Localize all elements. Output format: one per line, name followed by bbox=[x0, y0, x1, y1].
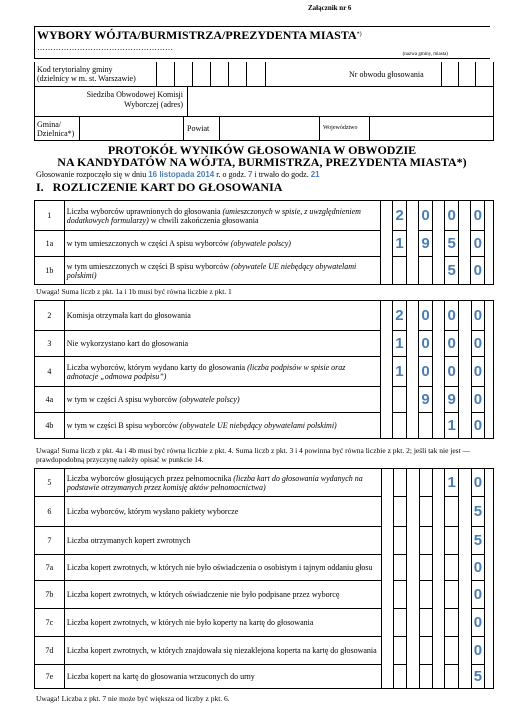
digit-gap bbox=[459, 527, 471, 555]
row-end bbox=[485, 581, 494, 609]
digit-gap bbox=[432, 581, 444, 609]
row-text: Liczba kopert zwrotnych, w których nie było oświadczenia o osobistym i tajnym oddaniu głosu bbox=[66, 563, 373, 572]
row-description bbox=[64, 469, 381, 497]
code-box-2[interactable] bbox=[174, 62, 193, 86]
row-number: 1b bbox=[35, 257, 65, 285]
digit-gap bbox=[432, 497, 444, 527]
row-end bbox=[485, 469, 494, 497]
digit-gap bbox=[432, 665, 444, 689]
protocol-title-line-1: PROTOKÓŁ WYNIKÓW GŁOSOWANIA W OBWODZIE bbox=[107, 143, 417, 157]
digit-gap bbox=[381, 665, 393, 689]
digit-gap bbox=[432, 231, 444, 257]
table-row bbox=[35, 665, 494, 689]
digit-gap bbox=[459, 555, 471, 581]
digit-box[interactable]: 1 bbox=[393, 357, 407, 387]
digit-gap bbox=[432, 469, 444, 497]
digit-gap bbox=[381, 637, 393, 665]
row-number: 2 bbox=[35, 301, 65, 331]
digit-box[interactable] bbox=[445, 527, 459, 555]
row-text: Komisja otrzymała kart do głosowania bbox=[66, 311, 191, 320]
election-title: WYBORY WÓJTA/BURMISTRZA/PREZYDENTA MIASTA bbox=[37, 28, 357, 42]
table-row bbox=[35, 387, 494, 413]
digit-gap bbox=[381, 581, 393, 609]
row-description bbox=[64, 257, 380, 285]
digit-box[interactable] bbox=[393, 387, 407, 413]
digit-gap bbox=[406, 257, 418, 285]
digit-box[interactable]: 0 bbox=[471, 609, 485, 637]
row-number: 7 bbox=[35, 527, 65, 555]
digit-gap bbox=[406, 331, 418, 357]
start-mid: r. o godz. bbox=[216, 170, 247, 179]
header-table bbox=[34, 26, 490, 59]
digit-box[interactable]: 0 bbox=[471, 357, 485, 387]
row-number: 4 bbox=[35, 357, 65, 387]
row-description bbox=[64, 581, 381, 609]
code-box-1[interactable] bbox=[156, 62, 175, 86]
note-2 bbox=[36, 446, 492, 464]
row-description bbox=[64, 301, 380, 331]
commission-seat-label: Siedziba Obwodowej Komisji bbox=[86, 90, 183, 99]
digit-gap bbox=[459, 257, 471, 285]
digit-box[interactable]: 5 bbox=[445, 231, 459, 257]
digit-box[interactable] bbox=[419, 257, 433, 285]
digit-gap bbox=[381, 527, 393, 555]
digit-box[interactable] bbox=[394, 527, 407, 555]
row-italic-note: (umieszczonych w spisie, z uwzględnieniem dodatkowych formularzy) bbox=[66, 206, 361, 225]
digit-box[interactable] bbox=[419, 609, 432, 637]
district-number-label: Nr obwodu głosowania bbox=[349, 70, 424, 79]
row-end bbox=[485, 637, 494, 665]
digit-box[interactable]: 0 bbox=[419, 331, 433, 357]
gmina-field[interactable] bbox=[79, 116, 184, 140]
row-end bbox=[485, 201, 494, 231]
group-2-table bbox=[34, 300, 494, 439]
digit-box[interactable]: 0 bbox=[445, 357, 459, 387]
digit-box[interactable]: 0 bbox=[471, 637, 485, 665]
digit-box[interactable]: 2 bbox=[393, 301, 407, 331]
digit-gap bbox=[380, 231, 392, 257]
digit-box[interactable] bbox=[419, 413, 433, 439]
digit-box[interactable]: 5 bbox=[471, 497, 485, 527]
digit-gap bbox=[432, 201, 444, 231]
table-row bbox=[35, 637, 494, 665]
digit-gap bbox=[381, 555, 393, 581]
row-end bbox=[485, 387, 494, 413]
digit-gap bbox=[432, 331, 444, 357]
digit-box[interactable] bbox=[445, 555, 459, 581]
digit-gap bbox=[380, 201, 392, 231]
row-text: Nie wykorzystano kart do głosowania bbox=[66, 339, 189, 348]
table-row bbox=[35, 257, 494, 285]
digit-gap bbox=[406, 413, 418, 439]
row-text: Liczba otrzymanych kopert zwrotnych bbox=[66, 536, 191, 545]
note-3 bbox=[36, 694, 230, 703]
digit-gap bbox=[380, 413, 392, 439]
row-description bbox=[64, 231, 380, 257]
section-number: I. bbox=[36, 180, 44, 194]
digit-box[interactable]: 0 bbox=[471, 555, 485, 581]
digit-gap bbox=[407, 609, 419, 637]
digit-box[interactable]: 0 bbox=[471, 331, 485, 357]
digit-gap bbox=[406, 357, 418, 387]
row-number: 7c bbox=[35, 609, 65, 637]
row-text: w tym w części B spisu wyborców bbox=[66, 421, 178, 430]
digit-box[interactable]: 0 bbox=[445, 201, 459, 231]
digit-gap bbox=[432, 555, 444, 581]
digit-gap bbox=[432, 257, 444, 285]
digit-box[interactable] bbox=[394, 469, 407, 497]
row-italic-note: (liczba kart do głosowania wydanych na podstawie otrzymanych przez komisję aktów pełnomocnictwa) bbox=[66, 473, 363, 492]
digit-gap bbox=[459, 469, 471, 497]
digit-gap bbox=[459, 301, 471, 331]
digit-box[interactable]: 9 bbox=[419, 231, 433, 257]
table-row bbox=[35, 413, 494, 439]
digit-gap bbox=[432, 527, 444, 555]
row-number: 1 bbox=[35, 201, 65, 231]
digit-box[interactable]: 1 bbox=[393, 231, 407, 257]
row-end bbox=[485, 609, 494, 637]
digit-box[interactable] bbox=[393, 413, 407, 439]
municipality-caption: (nazwa gminy, miasta) bbox=[402, 52, 448, 57]
code-box-3[interactable] bbox=[192, 62, 211, 86]
digit-box[interactable] bbox=[393, 257, 407, 285]
territorial-code-label: Kod terytorialny gminy bbox=[37, 65, 113, 74]
admin-row bbox=[34, 116, 494, 141]
digit-gap bbox=[459, 231, 471, 257]
table-row bbox=[35, 201, 494, 231]
digit-gap bbox=[406, 231, 418, 257]
divider bbox=[183, 116, 184, 140]
district-box-2[interactable] bbox=[458, 62, 476, 86]
digit-box[interactable]: 0 bbox=[471, 413, 485, 439]
digit-gap bbox=[381, 609, 393, 637]
digit-gap bbox=[406, 301, 418, 331]
digit-box[interactable] bbox=[445, 665, 459, 689]
digit-gap bbox=[459, 609, 471, 637]
digit-box[interactable]: 9 bbox=[419, 387, 433, 413]
digit-gap bbox=[459, 413, 471, 439]
digit-gap bbox=[381, 469, 393, 497]
digit-box[interactable]: 0 bbox=[445, 301, 459, 331]
digit-gap bbox=[406, 387, 418, 413]
commission-seat-sublabel: Wyborczej (adres) bbox=[124, 100, 183, 109]
digit-gap bbox=[432, 609, 444, 637]
digit-box[interactable]: 5 bbox=[471, 527, 485, 555]
digit-gap bbox=[432, 387, 444, 413]
table-row bbox=[35, 581, 494, 609]
digit-gap bbox=[459, 357, 471, 387]
digit-box[interactable]: 0 bbox=[419, 301, 433, 331]
row-text: Liczba kopert zwrotnych, w których oświadczenie nie było podpisane przez wyborcę bbox=[66, 590, 340, 599]
table-row bbox=[35, 527, 494, 555]
row-description bbox=[64, 331, 380, 357]
digit-gap bbox=[432, 301, 444, 331]
row-number: 5 bbox=[35, 469, 65, 497]
table-row bbox=[35, 331, 494, 357]
dzielnica-label: Dzielnica*) bbox=[37, 129, 75, 138]
row-number: 4a bbox=[35, 387, 65, 413]
row-description bbox=[64, 497, 381, 527]
digit-box[interactable] bbox=[419, 497, 432, 527]
row-number: 7e bbox=[35, 665, 65, 689]
powiat-label: Powiat bbox=[187, 124, 210, 133]
row-number: 1a bbox=[35, 231, 65, 257]
digit-gap bbox=[381, 497, 393, 527]
row-italic-note: (obywatele UE niebędący obywatelami polskimi) bbox=[66, 261, 357, 280]
digit-box[interactable]: 0 bbox=[471, 231, 485, 257]
district-box-1[interactable] bbox=[441, 62, 459, 86]
digit-box[interactable]: 5 bbox=[445, 257, 459, 285]
row-end bbox=[485, 257, 494, 285]
start-year: 2014 bbox=[196, 170, 215, 179]
note-2-text: Uwaga! Suma liczb z pkt. 4a i 4b musi być równa liczbie z pkt. 4. Suma liczb z pkt. 3 i 4 powinna być równa liczbie z pkt. 2; jeśli tak nie jest — prawdopodobną przyczynę należy opisać w punkcie 14. bbox=[36, 446, 471, 464]
protocol-title-line-2: NA KANDYDATÓW NA WÓJTA, BURMISTRZA, PREZYDENTA MIASTA*) bbox=[57, 155, 467, 169]
digit-box[interactable]: 0 bbox=[471, 581, 485, 609]
table-row bbox=[35, 357, 494, 387]
divider bbox=[319, 116, 320, 140]
note-1 bbox=[36, 287, 232, 296]
end-text: i trwało do godz. bbox=[254, 170, 309, 179]
table-row bbox=[35, 609, 494, 637]
digit-box[interactable]: 0 bbox=[471, 387, 485, 413]
row-text: Liczba kopert zwrotnych, w których znajdowała się niezaklejona koperta na kartę do głosowania bbox=[66, 646, 377, 655]
digit-box[interactable] bbox=[394, 497, 407, 527]
seat-row bbox=[34, 86, 494, 117]
row-number: 7d bbox=[35, 637, 65, 665]
table-row bbox=[35, 497, 494, 527]
digit-box[interactable]: 0 bbox=[471, 257, 485, 285]
digit-gap bbox=[406, 201, 418, 231]
digit-box[interactable] bbox=[394, 609, 407, 637]
digit-gap bbox=[459, 581, 471, 609]
row-description bbox=[64, 555, 381, 581]
digit-gap bbox=[459, 331, 471, 357]
digit-box[interactable] bbox=[419, 555, 432, 581]
row-end bbox=[485, 301, 494, 331]
group-1-table bbox=[34, 200, 494, 285]
row-end bbox=[485, 413, 494, 439]
group-3-table bbox=[34, 468, 494, 689]
digit-gap bbox=[407, 665, 419, 689]
code-row bbox=[34, 62, 494, 87]
digit-box[interactable]: 5 bbox=[471, 665, 485, 689]
table-row bbox=[35, 555, 494, 581]
digit-box[interactable] bbox=[419, 581, 432, 609]
digit-box[interactable]: 0 bbox=[419, 201, 433, 231]
digit-box[interactable] bbox=[419, 527, 432, 555]
code-box-5[interactable] bbox=[228, 62, 247, 86]
powiat-field[interactable] bbox=[219, 116, 320, 140]
table-row bbox=[35, 301, 494, 331]
digit-box[interactable]: 1 bbox=[445, 413, 459, 439]
table-row bbox=[35, 469, 494, 497]
wojewodztwo-label: Województwo bbox=[323, 125, 358, 131]
district-box-3[interactable] bbox=[475, 62, 493, 86]
digit-gap bbox=[407, 497, 419, 527]
digit-gap bbox=[380, 357, 392, 387]
digit-box[interactable] bbox=[419, 469, 432, 497]
row-text: Liczba wyborców, którym wysłano pakiety wyborcze bbox=[66, 507, 239, 516]
digit-box[interactable] bbox=[394, 555, 407, 581]
row-description bbox=[64, 527, 381, 555]
start-hour: 7 bbox=[248, 170, 253, 179]
row-description bbox=[64, 357, 380, 387]
digit-box[interactable] bbox=[419, 665, 432, 689]
row-end bbox=[485, 497, 494, 527]
row-number: 7b bbox=[35, 581, 65, 609]
end-hour: 21 bbox=[310, 170, 320, 179]
start-prefix: Głosowanie rozpoczęło się w dniu bbox=[36, 170, 147, 179]
digit-box[interactable]: 2 bbox=[393, 201, 407, 231]
code-box-6[interactable] bbox=[246, 62, 266, 86]
row-end bbox=[485, 665, 494, 689]
digit-box[interactable]: 1 bbox=[393, 331, 407, 357]
row-description bbox=[64, 413, 380, 439]
row-tail: w chwili zakończenia głosowania bbox=[150, 215, 259, 225]
digit-gap bbox=[407, 581, 419, 609]
row-text: Liczba wyborców, którym wydano karty do głosowania bbox=[66, 362, 246, 372]
row-text: Liczba wyborców uprawnionych do głosowania bbox=[66, 206, 221, 216]
digit-gap bbox=[407, 469, 419, 497]
digit-box[interactable]: 0 bbox=[419, 357, 433, 387]
section-title: ROZLICZENIE KART DO GŁOSOWANIA bbox=[52, 180, 283, 194]
title-dots: …………………………………………… bbox=[37, 43, 173, 52]
digit-box[interactable] bbox=[445, 609, 459, 637]
digit-box[interactable] bbox=[445, 637, 459, 665]
voting-time-line bbox=[36, 170, 320, 179]
table-row bbox=[35, 231, 494, 257]
code-box-4[interactable] bbox=[210, 62, 229, 86]
digit-gap bbox=[459, 497, 471, 527]
note-1-text: Uwaga! Suma liczb z pkt. 1a i 1b musi być równa liczbie z pkt. 1 bbox=[36, 287, 232, 296]
row-number: 4b bbox=[35, 413, 65, 439]
row-text: Liczba kopert na kartę do głosowania wrzuconych do urny bbox=[66, 672, 255, 681]
row-text: w tym umieszczonych w części A spisu wyborców bbox=[66, 239, 229, 248]
digit-gap bbox=[432, 413, 444, 439]
digit-gap bbox=[459, 637, 471, 665]
row-end bbox=[485, 357, 494, 387]
digit-box[interactable]: 0 bbox=[445, 331, 459, 357]
digit-box[interactable] bbox=[445, 497, 459, 527]
note-3-text: Uwaga! Liczba z pkt. 7 nie może być większa od liczby z pkt. 6. bbox=[36, 694, 230, 703]
digit-gap bbox=[407, 637, 419, 665]
digit-gap bbox=[432, 637, 444, 665]
row-text: Liczba wyborców głosujących przez pełnomocnika bbox=[66, 473, 232, 483]
digit-box[interactable] bbox=[419, 637, 432, 665]
row-end bbox=[485, 527, 494, 555]
digit-box[interactable] bbox=[394, 581, 407, 609]
digit-gap bbox=[380, 257, 392, 285]
digit-box[interactable]: 0 bbox=[471, 301, 485, 331]
row-text: w tym w części A spisu wyborców bbox=[66, 395, 178, 404]
title-footnote: *) bbox=[356, 31, 362, 38]
gmina-label: Gmina/ bbox=[37, 120, 61, 129]
digit-gap bbox=[380, 331, 392, 357]
digit-box[interactable]: 1 bbox=[445, 469, 459, 497]
commission-seat-field[interactable] bbox=[188, 86, 493, 116]
row-text: Liczba kopert zwrotnych, w których nie było koperty na kartę do głosowania bbox=[66, 618, 314, 627]
row-italic-note: (obywatele UE niebędący obywatelami polskimi) bbox=[179, 421, 337, 430]
digit-box[interactable]: 0 bbox=[471, 201, 485, 231]
digit-gap bbox=[459, 665, 471, 689]
row-italic-note: (obywatele polscy) bbox=[179, 395, 240, 404]
row-text: w tym umieszczonych w części B spisu wyborców bbox=[66, 261, 230, 271]
row-number: 3 bbox=[35, 331, 65, 357]
protocol-title bbox=[0, 144, 524, 168]
digit-box[interactable]: 9 bbox=[445, 387, 459, 413]
start-date: 16 listopada bbox=[148, 170, 195, 179]
row-description bbox=[64, 665, 381, 689]
digit-gap bbox=[380, 387, 392, 413]
digit-gap bbox=[407, 555, 419, 581]
row-italic-note: (obywatele polscy) bbox=[230, 239, 291, 248]
row-number: 7a bbox=[35, 555, 65, 581]
digit-gap bbox=[407, 527, 419, 555]
row-description bbox=[64, 387, 380, 413]
row-number: 6 bbox=[35, 497, 65, 527]
digit-box[interactable] bbox=[394, 637, 407, 665]
digit-gap bbox=[432, 357, 444, 387]
digit-gap bbox=[459, 201, 471, 231]
row-description bbox=[64, 637, 381, 665]
wojewodztwo-field[interactable] bbox=[369, 116, 494, 140]
row-description bbox=[64, 609, 381, 637]
digit-gap bbox=[380, 301, 392, 331]
attachment-label: Załącznik nr 6 bbox=[308, 4, 352, 12]
row-description bbox=[64, 201, 380, 231]
row-end bbox=[485, 555, 494, 581]
digit-box[interactable]: 0 bbox=[471, 469, 485, 497]
row-end bbox=[485, 231, 494, 257]
section-heading bbox=[36, 180, 282, 195]
territorial-code-sublabel: (dzielnicy w m. st. Warszawie) bbox=[37, 74, 136, 83]
digit-box[interactable] bbox=[394, 665, 407, 689]
row-italic-note: (liczba podpisów w spisie oraz adnotacje „odmowa podpisu”) bbox=[66, 362, 346, 381]
row-end bbox=[485, 331, 494, 357]
digit-gap bbox=[459, 387, 471, 413]
digit-box[interactable] bbox=[445, 581, 459, 609]
